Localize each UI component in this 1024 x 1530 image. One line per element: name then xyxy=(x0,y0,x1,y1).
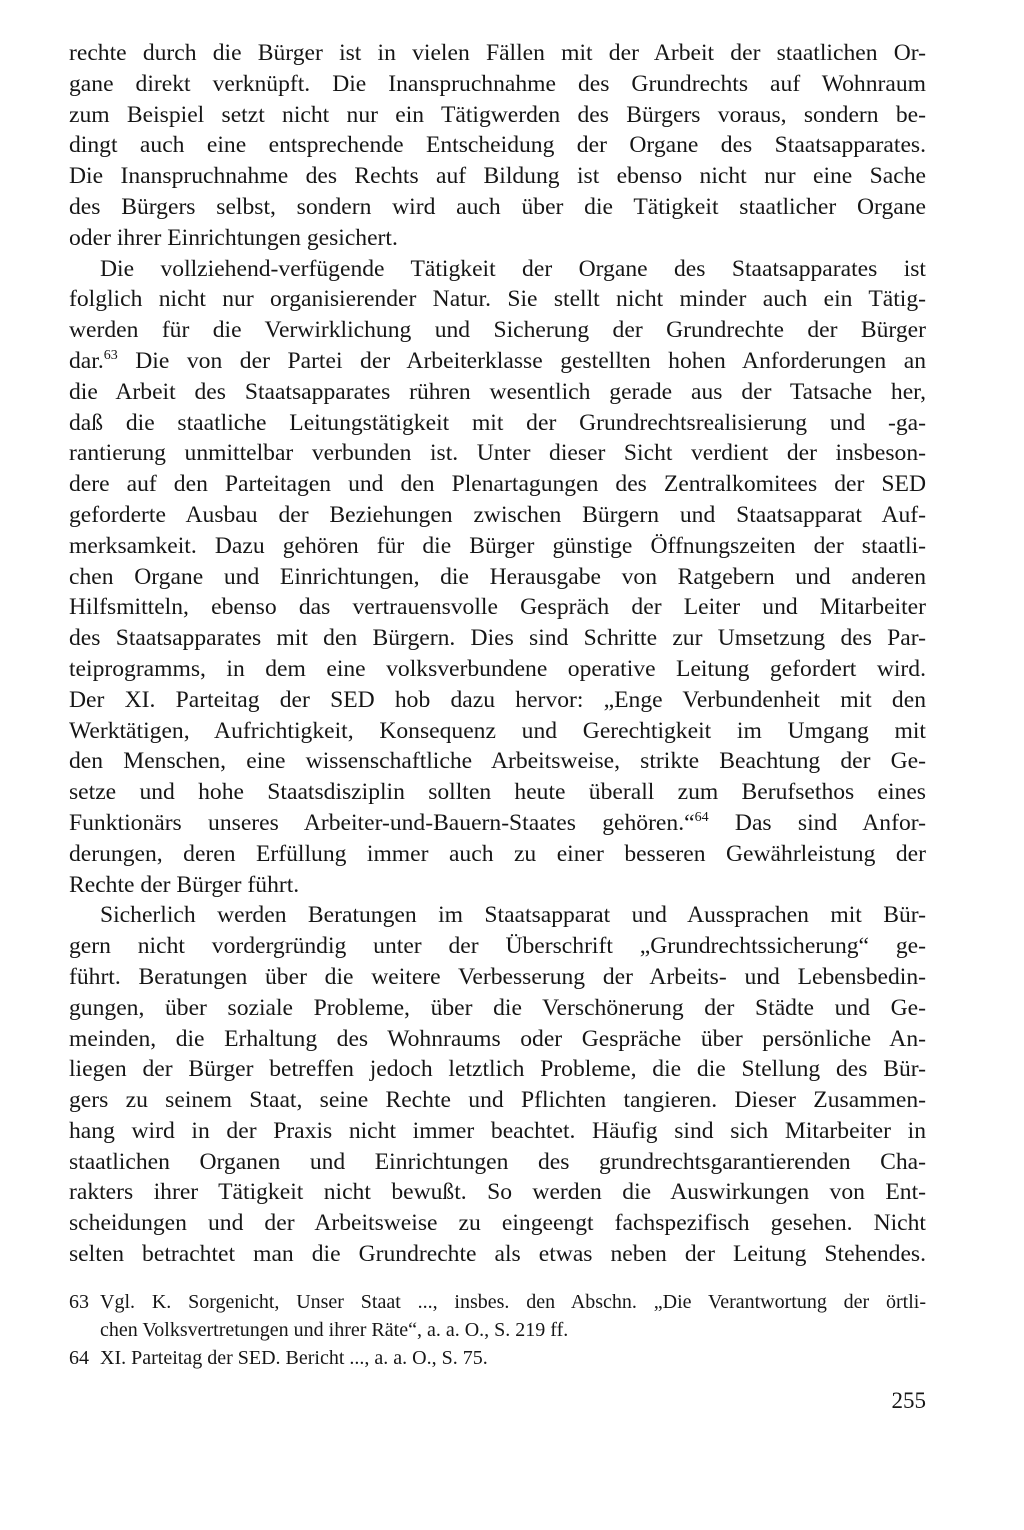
text-line: werden für die Verwirklichung und Sicherung der Grundrechte der Bürger xyxy=(69,317,926,344)
text-line: gers zu seinem Staat, seine Rechte und Pflichten tangieren. Dieser Zusammen- xyxy=(69,1087,926,1114)
text-line: gungen, über soziale Probleme, über die Verschönerung der Städte und Ge- xyxy=(69,994,926,1021)
text-line: Hilfsmitteln, ebenso das vertrauensvolle Gespräch der Leiter und Mitarbeiter xyxy=(69,594,926,621)
text-line: geforderte Ausbau der Beziehungen zwischen Bürgern und Staatsapparat Auf- xyxy=(69,501,926,528)
text-line: selten betrachtet man die Grundrechte als etwas neben der Leitung Stehendes. xyxy=(69,1241,926,1268)
text-segment: Funktionärs unseres Arbeiter-und-Bauern-Staates gehören.“ xyxy=(69,809,695,836)
text-line: merksamkeit. Dazu gehören für die Bürger günstige Öffnungszeiten der staatli- xyxy=(69,532,926,559)
footnote-line: chen Volksvertretungen und ihrer Räte“, a. a. O., S. 219 ff. xyxy=(100,1319,569,1341)
text-line: meinden, die Erhaltung des Wohnraums oder Gespräche über persönliche An- xyxy=(69,1025,926,1052)
text-segment: dar. xyxy=(69,347,104,374)
footnote-line xyxy=(69,1344,926,1372)
text-line: dere auf den Parteitagen und den Plenartagungen des Zentralkomitees der SED xyxy=(69,471,926,498)
text-line: rantierung unmittelbar verbunden ist. Unter dieser Sicht verdient der insbeson- xyxy=(69,440,926,467)
text-segment: Die von der Partei der Arbeiterklasse gestellten hohen Anforderungen an xyxy=(117,347,926,374)
text-line: rechte durch die Bürger ist in vielen Fällen mit der Arbeit der staatlichen Or- xyxy=(69,40,926,66)
text-line: chen Organe und Einrichtungen, die Herausgabe von Ratgebern und anderen xyxy=(69,563,926,590)
text-line: scheidungen und der Arbeitsweise zu eingeengt fachspezifisch gesehen. Nicht xyxy=(69,1210,926,1237)
paragraph-2 xyxy=(69,254,926,901)
footnote-64 xyxy=(69,1344,926,1372)
footnote-text: Vgl. K. Sorgenicht, Unser Staat ..., insbes. den Abschn. „Die Verantwortung der örtli- xyxy=(100,1291,926,1313)
footnote-line xyxy=(69,1288,926,1316)
text-line: liegen der Bürger betreffen jedoch letztlich Probleme, die die Stellung des Bür- xyxy=(69,1056,926,1083)
text-line: derungen, deren Erfüllung immer auch zu einer besseren Gewährleistung der xyxy=(69,840,926,867)
footnote-text: XI. Parteitag der SED. Bericht ..., a. a. O., S. 75. xyxy=(100,1347,488,1369)
text-line: Werktätigen, Aufrichtigkeit, Konsequenz und Gerechtigkeit im Umgang mit xyxy=(69,717,926,744)
text-line: Rechte der Bürger führt. xyxy=(69,871,300,898)
text-line: rakters ihrer Tätigkeit nicht bewußt. So werden die Auswirkungen von Ent- xyxy=(69,1179,926,1206)
text-line: den Menschen, eine wissenschaftliche Arbeitsweise, strikte Beachtung der Ge- xyxy=(69,748,926,775)
paragraph-1 xyxy=(69,38,926,254)
footnote-number: 63 xyxy=(69,1291,89,1313)
text-line: Der XI. Parteitag der SED hob dazu hervor: „Enge Verbundenheit mit den xyxy=(69,686,926,713)
footnotes xyxy=(69,1288,926,1372)
text-line xyxy=(69,346,926,377)
footnote-ref-63: 63 xyxy=(103,347,118,363)
text-line: zum Beispiel setzt nicht nur ein Tätigwerden des Bürgers voraus, sondern be- xyxy=(69,101,926,128)
text-line: oder ihrer Einrichtungen gesichert. xyxy=(69,224,398,251)
text-line: folglich nicht nur organisierender Natur. Sie stellt nicht minder auch ein Tätig- xyxy=(69,286,926,313)
text-line xyxy=(69,808,926,839)
text-line: dingt auch eine entsprechende Entscheidung der Organe des Staatsapparates. xyxy=(69,132,926,159)
text-line: setze und hohe Staatsdisziplin sollten heute überall zum Berufsethos eines xyxy=(69,779,926,806)
paragraph-3 xyxy=(69,900,926,1270)
text-line: die Arbeit des Staatsapparates rühren wesentlich gerade aus der Tatsache her, xyxy=(69,378,926,405)
text-line: Die Inanspruchnahme des Rechts auf Bildung ist ebenso nicht nur eine Sache xyxy=(69,163,926,190)
text-line: hang wird in der Praxis nicht immer beachtet. Häufig sind sich Mitarbeiter in xyxy=(69,1117,926,1144)
footnote-number: 64 xyxy=(69,1347,89,1369)
text-line: Sicherlich werden Beratungen im Staatsapparat und Aussprachen mit Bür- xyxy=(100,902,926,929)
text-segment: Das sind Anfor- xyxy=(708,809,926,836)
text-line: des Bürgers selbst, sondern wird auch über die Tätigkeit staatlicher Organe xyxy=(69,193,926,220)
main-text xyxy=(69,38,926,1270)
footnote-63 xyxy=(69,1288,926,1344)
text-line: daß die staatliche Leitungstätigkeit mit der Grundrechtsrealisierung und -ga- xyxy=(69,409,926,436)
text-line: gern nicht vordergründig unter der Überschrift „Grundrechtssicherung“ ge- xyxy=(69,933,926,960)
page-number: 255 xyxy=(891,1388,926,1413)
text-line: teiprogramms, in dem eine volksverbundene operative Leitung gefordert wird. xyxy=(69,655,926,682)
footnote-ref-64: 64 xyxy=(694,809,709,825)
text-line: Die vollziehend-verfügende Tätigkeit der Organe des Staatsapparates ist xyxy=(100,255,926,282)
text-line: staatlichen Organen und Einrichtungen des grundrechtsgarantierenden Cha- xyxy=(69,1148,926,1175)
text-line: des Staatsapparates mit den Bürgern. Dies sind Schritte zur Umsetzung des Par- xyxy=(69,625,926,652)
text-line: führt. Beratungen über die weitere Verbesserung der Arbeits- und Lebensbedin- xyxy=(69,963,926,990)
text-line: gane direkt verknüpft. Die Inanspruchnahme des Grundrechts auf Wohnraum xyxy=(69,70,926,97)
